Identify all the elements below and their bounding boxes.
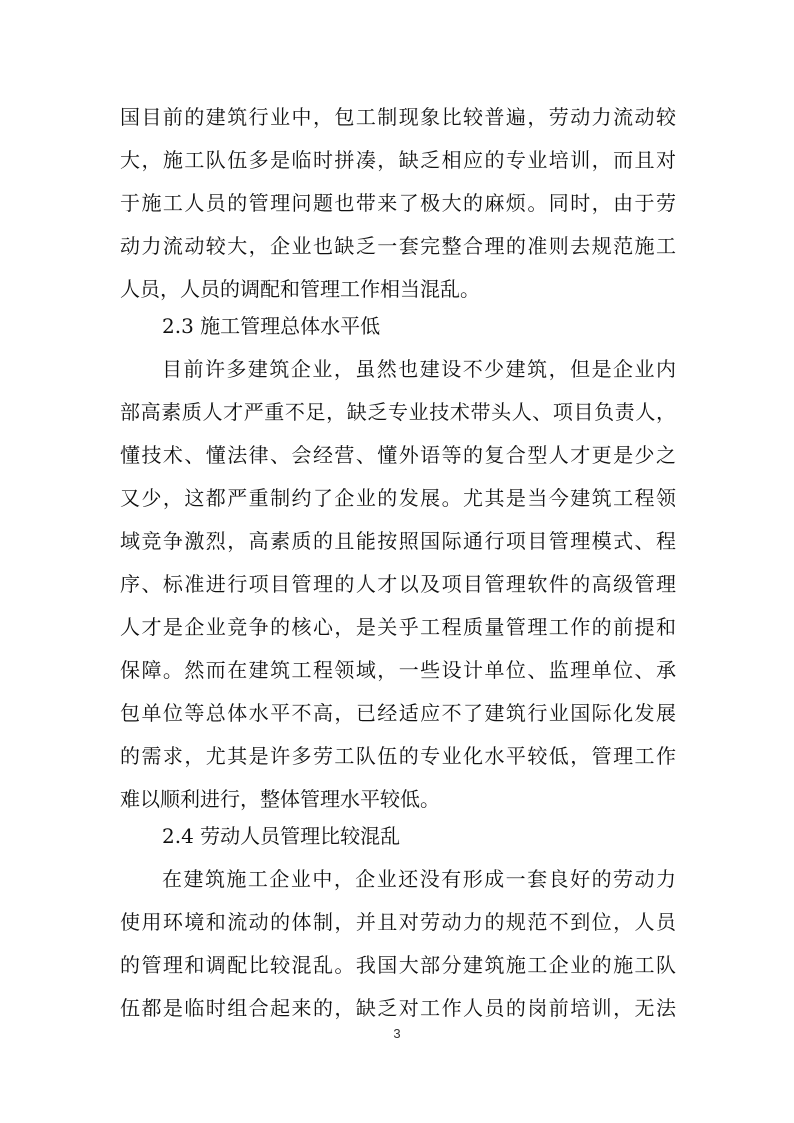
paragraph-line: 使用环境和流动的体制，并且对劳动力的规范不到位，人员: [120, 910, 676, 934]
paragraph-line: 部高素质人才严重不足，缺乏专业技术带头人、项目负责人，: [120, 400, 676, 424]
paragraph-line: 域竞争激烈，高素质的且能按照国际通行项目管理模式、程: [120, 529, 676, 553]
paragraph-line: 包单位等总体水平不高，已经适应不了建筑行业国际化发展: [120, 701, 676, 725]
paragraph-line: 大，施工队伍多是临时拼凑，缺乏相应的专业培训，而且对: [120, 148, 676, 172]
paragraph-line: 人才是企业竞争的核心，是关乎工程质量管理工作的前提和: [120, 615, 676, 639]
paragraph-line: 目前许多建筑企业，虽然也建设不少建筑，但是企业内: [162, 357, 676, 381]
section-heading-2-3: 2.3 施工管理总体水平低: [162, 314, 381, 338]
paragraph-line: 在建筑施工企业中，企业还没有形成一套良好的劳动力: [162, 867, 676, 891]
paragraph-line: 保障。然而在建筑工程领域，一些设计单位、监理单位、承: [120, 658, 676, 682]
paragraph-line: 的管理和调配比较混乱。我国大部分建筑施工企业的施工队: [120, 953, 676, 977]
paragraph-line: 的需求，尤其是许多劳工队伍的专业化水平较低，管理工作: [120, 744, 676, 768]
page-number: 3: [393, 1026, 401, 1041]
section-heading-2-4: 2.4 劳动人员管理比较混乱: [162, 824, 401, 848]
paragraph-line: 又少，这都严重制约了企业的发展。尤其是当今建筑工程领: [120, 486, 676, 510]
paragraph-line: 难以顺利进行，整体管理水平较低。: [120, 787, 440, 811]
paragraph-line: 国目前的建筑行业中，包工制现象比较普遍，劳动力流动较: [120, 105, 676, 129]
paragraph-line: 序、标准进行项目管理的人才以及项目管理软件的高级管理: [120, 572, 676, 596]
paragraph-line: 伍都是临时组合起来的，缺乏对工作人员的岗前培训，无法: [120, 996, 676, 1020]
paragraph-line: 人员，人员的调配和管理工作相当混乱。: [120, 277, 480, 301]
paragraph-line: 动力流动较大，企业也缺乏一套完整合理的准则去规范施工: [120, 234, 676, 258]
paragraph-line: 于施工人员的管理问题也带来了极大的麻烦。同时，由于劳: [120, 191, 676, 215]
paragraph-line: 懂技术、懂法律、会经营、懂外语等的复合型人才更是少之: [120, 443, 676, 467]
